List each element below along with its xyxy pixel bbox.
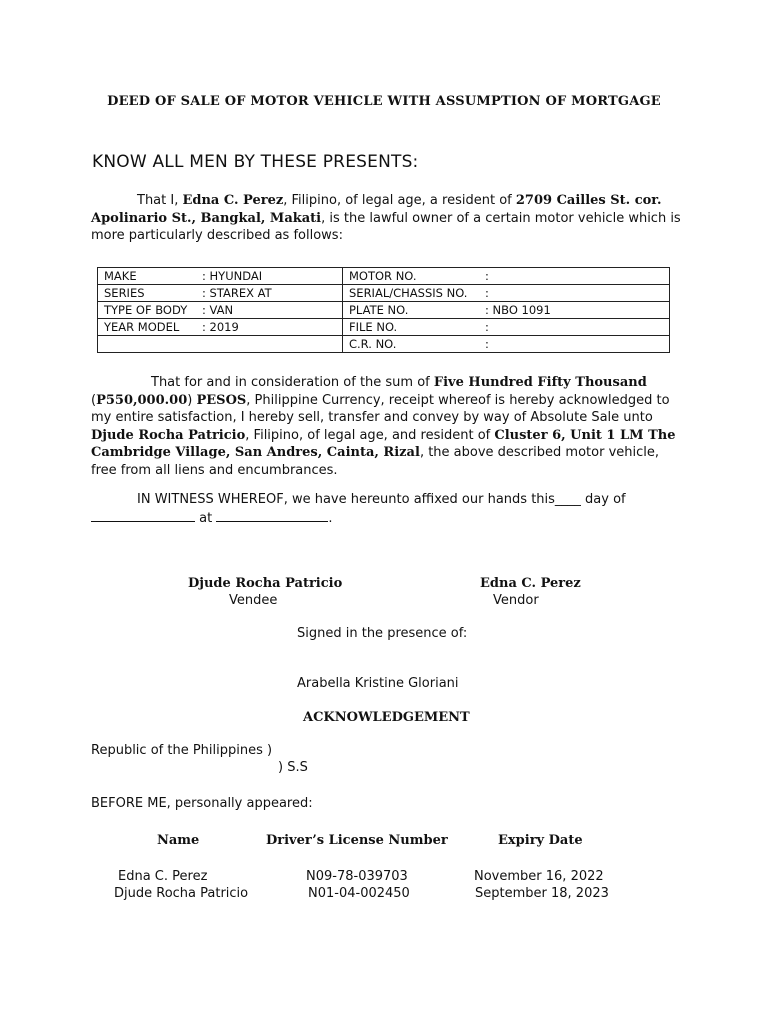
- blank-line: [216, 509, 328, 522]
- vehicle-field-label: MAKE: [104, 269, 137, 283]
- vehicle-field-value: : 2019: [202, 320, 239, 334]
- text: , is the lawful owner of a certain motor vehicle which is more particularly described as follows:: [91, 210, 681, 243]
- text: , Philippine Currency, receipt whereof is hereby acknowledged to my entire satisfaction, I hereby sell, transfer and convey by way of Absolute Sale unto: [91, 392, 670, 425]
- vehicle-field-value: :: [485, 286, 489, 300]
- vehicle-field-label: YEAR MODEL: [104, 320, 180, 334]
- text: ): [187, 392, 197, 408]
- vehicle-details-table: [97, 267, 670, 353]
- vendor-name: Edna C. Perez: [182, 193, 284, 208]
- amount-number: P550,000.00: [96, 392, 188, 408]
- witness-clause: [91, 491, 681, 527]
- vehicle-field-label: MOTOR NO.: [349, 269, 417, 283]
- id-row-name: Djude Rocha Patricio: [114, 886, 249, 901]
- vehicle-row: [98, 285, 670, 302]
- text: at: [199, 510, 213, 526]
- vendor-signature-name: Edna C. Perez: [480, 576, 581, 591]
- currency-word: PESOS: [196, 392, 247, 408]
- vehicle-cell-left: [98, 268, 343, 285]
- text: IN WITNESS WHEREOF, we have hereunto affixed our hands this____ day of: [137, 492, 626, 507]
- vehicle-field-label: SERIES: [104, 286, 145, 300]
- vehicle-cell-right: [343, 302, 670, 319]
- id-row-expiry: September 18, 2023: [475, 886, 609, 901]
- id-row-license: N01-04-002450: [308, 886, 410, 901]
- vendee-name: Djude Rocha Patricio: [91, 427, 246, 443]
- vendee-signature-name: Djude Rocha Patricio: [188, 576, 343, 591]
- text: , the above described motor vehicle, free from all liens and encumbrances.: [91, 445, 660, 478]
- vehicle-cell-left: [98, 319, 343, 336]
- vehicle-field-value: : STAREX AT: [202, 286, 272, 300]
- republic-line: Republic of the Philippines ): [91, 743, 273, 758]
- opening-line: KNOW ALL MEN BY THESE PRESENTS:: [92, 152, 419, 172]
- vehicle-row: [98, 268, 670, 285]
- vehicle-field-label: FILE NO.: [349, 320, 398, 334]
- vehicle-field-value: :: [485, 337, 489, 351]
- header-expiry: Expiry Date: [498, 833, 583, 848]
- vendor-address: 2709 Cailles St. cor. Apolinario St., Bangkal, Makati: [91, 193, 662, 226]
- vehicle-field-value: : HYUNDAI: [202, 269, 263, 283]
- id-row-name: Edna C. Perez: [118, 869, 208, 884]
- document-title: DEED OF SALE OF MOTOR VEHICLE WITH ASSUMPTION OF MORTGAGE: [107, 94, 661, 109]
- text: That for and in consideration of the sum of: [151, 375, 434, 390]
- header-name: Name: [157, 833, 200, 848]
- presence-line: Signed in the presence of:: [297, 626, 468, 641]
- vehicle-field-value: :: [485, 320, 489, 334]
- vehicle-cell-right: [343, 285, 670, 302]
- paragraph-consideration: [91, 374, 681, 479]
- before-me-line: BEFORE ME, personally appeared:: [91, 796, 313, 811]
- vehicle-field-label: SERIAL/CHASSIS NO.: [349, 286, 468, 300]
- vehicle-field-label: C.R. NO.: [349, 337, 397, 351]
- id-row-expiry: November 16, 2022: [474, 869, 604, 884]
- vehicle-field-value: : VAN: [202, 303, 234, 317]
- vehicle-field-value: :: [485, 269, 489, 283]
- vendee-role: Vendee: [229, 593, 278, 608]
- vehicle-cell-left: [98, 336, 343, 353]
- acknowledgement-heading: ACKNOWLEDGEMENT: [303, 710, 470, 725]
- vehicle-cell-left: [98, 285, 343, 302]
- ss-line: ) S.S: [278, 760, 308, 775]
- vehicle-cell-right: [343, 319, 670, 336]
- id-row-license: N09-78-039703: [306, 869, 408, 884]
- witness-name: Arabella Kristine Gloriani: [297, 676, 459, 691]
- text: That I,: [137, 193, 183, 208]
- text: (: [91, 392, 97, 408]
- vehicle-field-value: : NBO 1091: [485, 303, 551, 317]
- header-license: Driver’s License Number: [266, 833, 448, 848]
- vehicle-row: [98, 319, 670, 336]
- vehicle-cell-left: [98, 302, 343, 319]
- vendee-address: Cluster 6, Unit 1 LM The Cambridge Village, San Andres, Cainta, Rizal: [91, 427, 676, 460]
- amount-words: Five Hundred Fifty Thousand: [433, 375, 647, 390]
- vehicle-field-label: PLATE NO.: [349, 303, 409, 317]
- vehicle-row: [98, 302, 670, 319]
- text: , Filipino, of legal age, a resident of: [283, 193, 516, 208]
- vehicle-cell-right: [343, 268, 670, 285]
- vehicle-cell-right: [343, 336, 670, 353]
- vendor-role: Vendor: [493, 593, 539, 608]
- vehicle-field-label: TYPE OF BODY: [104, 303, 188, 317]
- blank-line: [91, 509, 195, 522]
- text: .: [328, 510, 333, 526]
- text: , Filipino, of legal age, and resident of: [245, 427, 495, 443]
- vehicle-row: [98, 336, 670, 353]
- paragraph-ownership: [91, 192, 681, 245]
